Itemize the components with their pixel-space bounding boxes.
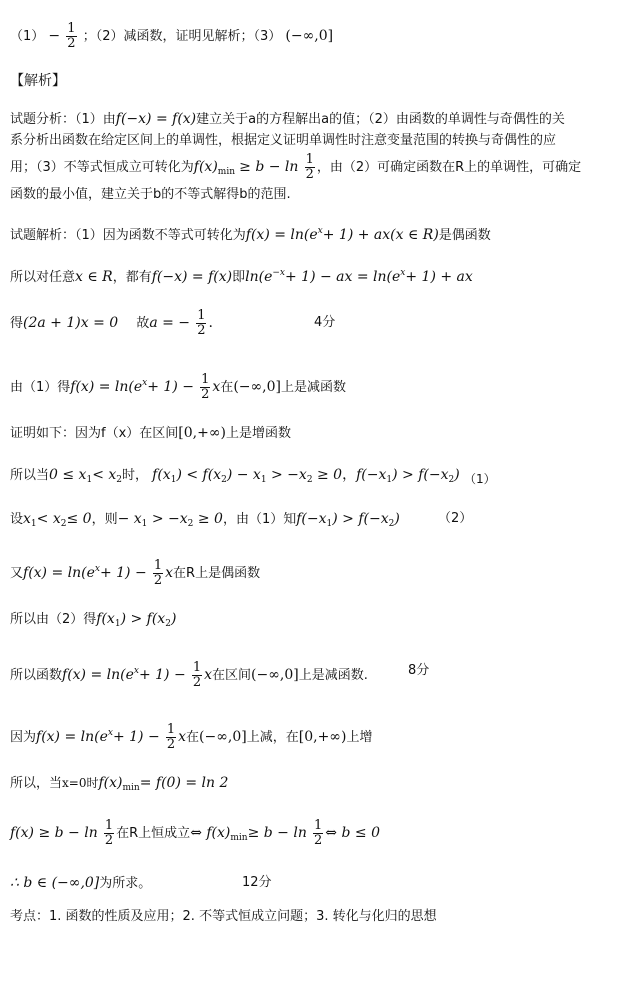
solution-line-5: 证明如下：因为f（x）在区间[0,+∞)上是增函数 — [10, 425, 291, 441]
tag-1: （1） — [464, 472, 496, 486]
answer-part1-label: （1） — [10, 29, 45, 44]
answer-part1-sign: − — [48, 28, 61, 44]
solution-line-7: 设$x_1< x_2\le 0$，则− $x_1 > -x_2 \ge 0$，由（1）知$f(-x_1) > f(-x_2)$ （2） — [10, 511, 473, 529]
analysis-line-1: 试题分析：（1）由f(−x) = f(x)建立关于a的方程解出a的值；（2）由函数的单调性与奇偶性的关 — [10, 111, 565, 127]
solution-line-14: ∴ b ∈ (−∞,0]为所求。 12分 — [10, 875, 272, 891]
analysis-line-4: 函数的最小值，建立关于b的不等式解得b的范围. — [10, 187, 291, 202]
solution-line-11: 因为$f(x) = \ln(e^x+ 1)$ − $\frac{1}{2}$ x在(−∞,0]上减，在[0,+∞)上增 — [10, 722, 373, 752]
solution-line-6: 所以当$0 \le x_1< x_2$时， $f(x_1) < f(x_2) - x_1 > -x_2 \ge 0$，$f(-x_1) > f(-x_2)$ （1） — [10, 467, 496, 486]
solution-line-12: 所以，当x=0时$f(x)_{min}= f(0) = \ln 2$ — [10, 775, 229, 793]
solution-line-3: 得(2a + 1)x = 0 故a = − $\frac{1}{2}$ . 4分 — [10, 308, 336, 338]
solution-line-8: 又$f(x) = \ln(e^x+ 1)$ − $\frac{1}{2}$ x在R上是偶函数 — [10, 558, 261, 588]
score-8: 8分 — [408, 663, 430, 678]
analysis-line-3: 用；（3）不等式恒成立可转化为$f(x)_{min} \ge b - \ln$ $\frac{1}{2}$ ，由（2）可确定函数在R上的单调性，可确定 — [10, 152, 582, 182]
section-title: 【解析】 — [10, 73, 66, 89]
solution-line-10: 所以函数$f(x) = \ln(e^x+ 1)$ − $\frac{1}{2}$ x在区间(−∞,0]上是减函数. 8分 — [10, 654, 624, 693]
answer-part1-fraction: $\frac{1}{2}$ — [67, 21, 76, 51]
solution-line-4: 由（1）得$f(x) = \ln(e^x+ 1)$ − $\frac{1}{2}$ x在(−∞,0]上是减函数 — [10, 372, 347, 402]
score-4: 4分 — [314, 315, 336, 330]
solution-line-13: f(x) ≥ b − ln $\frac{1}{2}$ 在R上恒成立⇔ $f(x)_{min}\ge b - \ln$ $\frac{1}{2}$ ⇔ b ≤ 0 — [10, 818, 380, 848]
solution-line-2: 所以对任意x ∈ R，都有f(−x) = f(x)即$\ln(e^{-x}+ 1)$ − ax = $\ln(e^x+ 1)$ + ax — [10, 268, 473, 285]
tag-2: （2） — [438, 511, 473, 526]
analysis-line-2: 系分析出函数在给定区间上的单调性，根据定义证明单调性时注意变量范围的转换与奇偶性的应 — [10, 133, 557, 148]
solution-line-9: 所以由（2）得$f(x_1) > f(x_2)$ — [10, 611, 177, 629]
footer-kaodian: 考点：1. 函数的性质及应用；2. 不等式恒成立问题；3. 转化与化归的思想 — [10, 909, 437, 924]
answer-part3-interval: (−∞,0] — [285, 28, 334, 44]
answer-part2-text: ；（2）减函数，证明见解析；（3） — [82, 29, 282, 44]
score-12: 12分 — [242, 875, 272, 890]
solution-line-1: 试题解析：（1）因为函数不等式可转化为$f(x) = \ln(e^x+ 1) + ax(x$ ∈ R)是偶函数 — [10, 226, 491, 243]
answer-line — [10, 22, 624, 51]
